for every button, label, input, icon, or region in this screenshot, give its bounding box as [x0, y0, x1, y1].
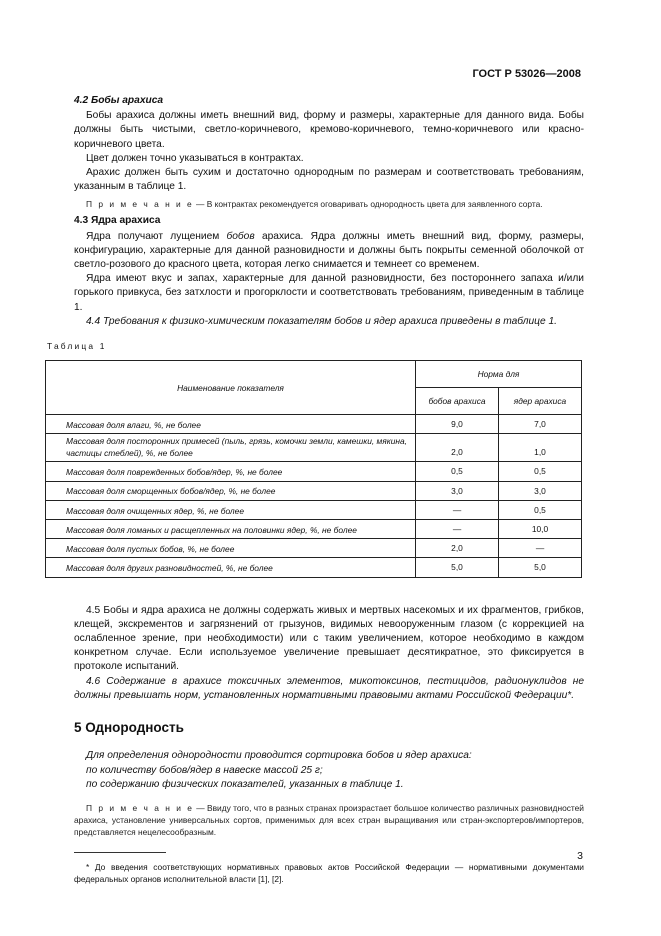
text-span-italic: бобов: [226, 230, 255, 242]
table-cell-name: Массовая доля очищенных ядер, %, не более: [46, 500, 416, 519]
table-cell-name: Массовая доля посторонних примесей (пыль, грязь, комочки земли, камешки, мякина, частицы стеблей), %, не более: [46, 434, 416, 462]
table-row: [46, 415, 582, 434]
table-cell-kernels: 0,5: [499, 462, 582, 481]
section-4-3-heading: 4.3 Ядра арахиса: [74, 215, 161, 227]
table-row: [46, 434, 582, 462]
table-row: [46, 500, 582, 519]
table-cell-kernels: 7,0: [499, 415, 582, 434]
table-cell-kernels: 1,0: [499, 434, 582, 462]
section-4-2-note: [74, 198, 584, 210]
table-cell-beans: 2,0: [416, 539, 499, 558]
note-text: — Ввиду того, что в разных странах произрастает большое количество различных разновидностей арахиса, установление универсальных сортов, применимых для всех стран выращивания или стран-экспортеров/импортеров, представляется нецелесообразным.: [74, 802, 584, 837]
section-4-5-paragraph: 4.5 Бобы и ядра арахиса не должны содержать живых и мертвых насекомых и их фрагментов, грибков, клещей, экскрементов и загрязнений от грызунов, видимых невооруженным глазом (с коррекцией на ослабленное зрение, при необходимости) или с таким увеличением, которое необходимо в каждом конкретном случае. Если используемое увеличение превышает десятикратное, это фиксируется в протоколе испытаний.: [74, 604, 584, 673]
table-row: [46, 539, 582, 558]
column-header-beans: бобов арахиса: [416, 388, 499, 415]
table-cell-name: Массовая доля пустых бобов, %, не более: [46, 539, 416, 558]
column-header-kernels: ядер арахиса: [499, 388, 582, 415]
column-header-norm: Норма для: [416, 361, 582, 388]
table-cell-kernels: 0,5: [499, 500, 582, 519]
section-4-3-paragraph-2: Ядра имеют вкус и запах, характерные для данной разновидности, без постороннего запаха и/или горького привкуса, без затхлости и прогорклости и соответствовать требованиям, приведенным в таблице 1.: [74, 273, 584, 313]
table-row: [46, 462, 582, 481]
table-cell-beans: 3,0: [416, 481, 499, 500]
table-cell-beans: —: [416, 500, 499, 519]
table-cell-beans: 2,0: [416, 434, 499, 462]
table-cell-name: Массовая доля сморщенных бобов/ядер, %, не более: [46, 481, 416, 500]
section-5-line-2: по количеству бобов/ядер в навеске массой 25 г;: [86, 764, 323, 776]
standard-code-header: ГОСТ Р 53026—2008: [472, 68, 581, 80]
footnote-divider: [74, 852, 166, 853]
section-4-2-paragraph-2: Цвет должен точно указываться в контрактах.: [86, 152, 304, 164]
page-number: 3: [577, 850, 583, 862]
section-5-line-1: Для определения однородности проводится сортировка бобов и ядер арахиса:: [86, 750, 472, 762]
table-caption: Таблица 1: [47, 341, 107, 352]
table-cell-beans: 5,0: [416, 558, 499, 577]
table-cell-kernels: 10,0: [499, 520, 582, 539]
table-cell-name: Массовая доля поврежденных бобов/ядер, %, не более: [46, 462, 416, 481]
footnote: * До введения соответствующих нормативных правовых актов Российской Федерации — нормативными документами федеральных органов исполнительной власти [1], [2].: [74, 861, 584, 884]
table-cell-kernels: 5,0: [499, 558, 582, 577]
table-cell-name: Массовая доля влаги, %, не более: [46, 415, 416, 434]
table-cell-kernels: —: [499, 539, 582, 558]
section-4-4-paragraph: 4.4 Требования к физико-химическим показателям бобов и ядер арахиса приведены в таблице 1.: [86, 315, 557, 327]
section-4-2-paragraph-3: Арахис должен быть сухим и достаточно однородным по размерам и соответствовать требованиям, указанным в таблице 1.: [74, 167, 584, 193]
table-cell-name: Массовая доля других разновидностей, %, не более: [46, 558, 416, 577]
table-row: [46, 481, 582, 500]
text-span: арахиса. Ядра должны иметь внешний вид, форму, размеры, конфигурацию, характерные для данной разновидности и должны быть покрыты семенной оболочкой от светло-розового до красного цвета, которая легко снимается и темнеет со временем.: [74, 230, 584, 271]
section-4-6-paragraph: 4.6 Содержание в арахисе токсичных элементов, микотоксинов, пестицидов, радионуклидов не должны превышать норм, установленных нормативными правовыми актами Российской Федерации*.: [74, 675, 584, 701]
section-5-note: [74, 802, 584, 838]
note-label: П р и м е ч а н и е: [86, 802, 194, 813]
note-text: — В контрактах рекомендуется оговаривать однородность цвета для заявленного сорта.: [193, 199, 543, 210]
section-4-2-heading: 4.2 Бобы арахиса: [74, 95, 164, 106]
column-header-name: Наименование показателя: [46, 361, 416, 415]
section-4-2-paragraph-1: Бобы арахиса должны иметь внешний вид, форму и размеры, характерные для данного вида. Бобы должны быть чистыми, светло-коричневого, кремово-коричневого, темно-коричневого или красно-коричневого цвета.: [74, 110, 584, 150]
note-label: П р и м е ч а н и е: [86, 199, 194, 210]
table-cell-kernels: 3,0: [499, 481, 582, 500]
text-span: Ядра получают лущением: [86, 230, 227, 242]
page-content: [47, 94, 584, 885]
table-cell-name: Массовая доля ломаных и расщепленных на половинки ядер, %, не более: [46, 520, 416, 539]
table-cell-beans: —: [416, 520, 499, 539]
table-cell-beans: 0,5: [416, 462, 499, 481]
section-5-heading: 5 Однородность: [74, 720, 184, 736]
table-row: [46, 558, 582, 577]
table-cell-beans: 9,0: [416, 415, 499, 434]
section-5-line-3: по содержанию физических показателей, указанных в таблице 1.: [86, 778, 404, 790]
indicators-table: [45, 360, 582, 577]
section-4-3-paragraph-1: [74, 230, 584, 273]
table-row: [46, 520, 582, 539]
